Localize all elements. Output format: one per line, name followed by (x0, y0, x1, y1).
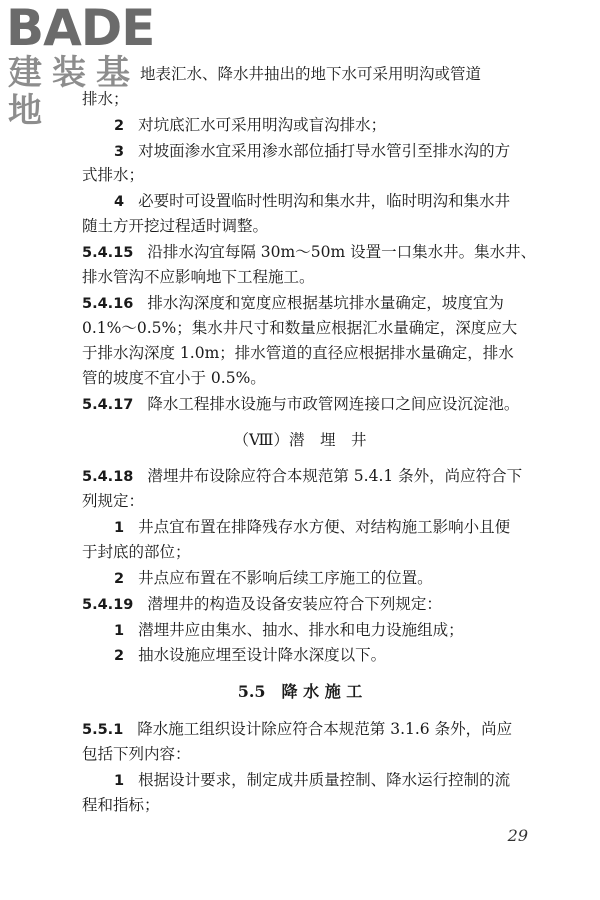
logo-brand: BADE (6, 0, 155, 57)
text-line: 0.1%～0.5%；集水井尺寸和数量应根据汇水量确定，深度应大 (82, 319, 518, 337)
item-number: 2 (114, 571, 125, 587)
item-text: 对坡面渗水宜采用渗水部位插打导水管引至排水沟的方 (138, 142, 511, 160)
text-line: 式排水； (82, 166, 145, 184)
item-text: 潜埋井应由集水、抽水、排水和电力设施组成； (138, 621, 464, 639)
item-text: 对坑底汇水可采用明沟或盲沟排水； (138, 116, 387, 134)
item-number: 1 (114, 623, 125, 639)
clause-5-5-1 (82, 717, 560, 742)
text-line: 排水； (82, 90, 129, 108)
item-number: 1 (114, 773, 125, 789)
item-text: 抽水设施应埋至设计降水深度以下。 (138, 646, 387, 664)
item-number: 4 (114, 194, 125, 210)
clause-text: 潜埋井布设除应符合本规范第 5.4.1 条外，尚应符合下 (147, 467, 523, 485)
clause-number: 5.4.18 (82, 469, 134, 485)
clause-text: 潜埋井的构造及设备安装应符合下列规定： (147, 595, 442, 613)
clause-text: 降水工程排水设施与市政管网连接口之间应设沉淀池。 (147, 395, 520, 413)
list-item (114, 643, 560, 668)
item-text: 必要时可设置临时性明沟和集水井，临时明沟和集水井 (138, 192, 511, 210)
section-heading-5-5: 5.5 降 水 施 工 (237, 682, 363, 701)
item-number: 1 (114, 520, 125, 536)
clause-number: 5.4.16 (82, 296, 134, 312)
text-line: 程和指标； (82, 796, 160, 814)
page-number: 29 (507, 826, 528, 845)
list-item (114, 113, 560, 138)
clause-number: 5.4.15 (82, 245, 134, 261)
text-line: 于封底的部位； (82, 543, 191, 561)
list-item (114, 566, 560, 591)
text-line: 管的坡度不宜小于 0.5%。 (82, 369, 266, 387)
clause-5-4-17 (82, 392, 560, 417)
item-number: 2 (114, 648, 125, 664)
item-number: 3 (114, 144, 125, 160)
clause-5-4-18 (82, 464, 560, 489)
list-item (114, 139, 560, 164)
text-line: 地表汇水、降水井抽出的地下水可采用明沟或管道 (140, 65, 482, 83)
clause-text: 沿排水沟宜每隔 30m～50m 设置一口集水井。集水井、 (147, 243, 537, 261)
item-text: 根据设计要求，制定成井质量控制、降水运行控制的流 (138, 771, 511, 789)
item-number: 2 (114, 118, 125, 134)
section-heading-viii: （Ⅷ）潜 埋 井 (233, 431, 367, 449)
clause-5-4-19 (82, 592, 560, 617)
text-line: 于排水沟深度 1.0m；排水管道的直径应根据排水量确定，排水 (82, 344, 514, 362)
clause-text: 排水沟深度和宽度应根据基坑排水量确定，坡度宜为 (147, 294, 504, 312)
item-text: 井点宜布置在排降残存水方便、对结构施工影响小且便 (138, 518, 511, 536)
clause-5-4-16 (82, 291, 560, 316)
clause-number: 5.4.19 (82, 597, 134, 613)
list-item (114, 768, 560, 793)
text-line: 包括下列内容： (82, 745, 191, 763)
item-text: 井点应布置在不影响后续工序施工的位置。 (138, 569, 433, 587)
clause-number: 5.4.17 (82, 397, 134, 413)
bade-logo (6, 0, 176, 131)
clause-text: 降水施工组织设计除应符合本规范第 3.1.6 条外，尚应 (137, 720, 513, 738)
text-line: 列规定： (82, 492, 145, 510)
text-line: 排水管沟不应影响地下工程施工。 (82, 268, 315, 286)
text-line: 随土方开挖过程适时调整。 (82, 217, 269, 235)
list-item (114, 189, 560, 214)
clause-5-4-15 (82, 240, 560, 265)
logo-subtitle: 建装基地 (8, 53, 140, 131)
clause-number: 5.5.1 (82, 722, 124, 738)
list-item (114, 618, 560, 643)
list-item (114, 515, 560, 540)
